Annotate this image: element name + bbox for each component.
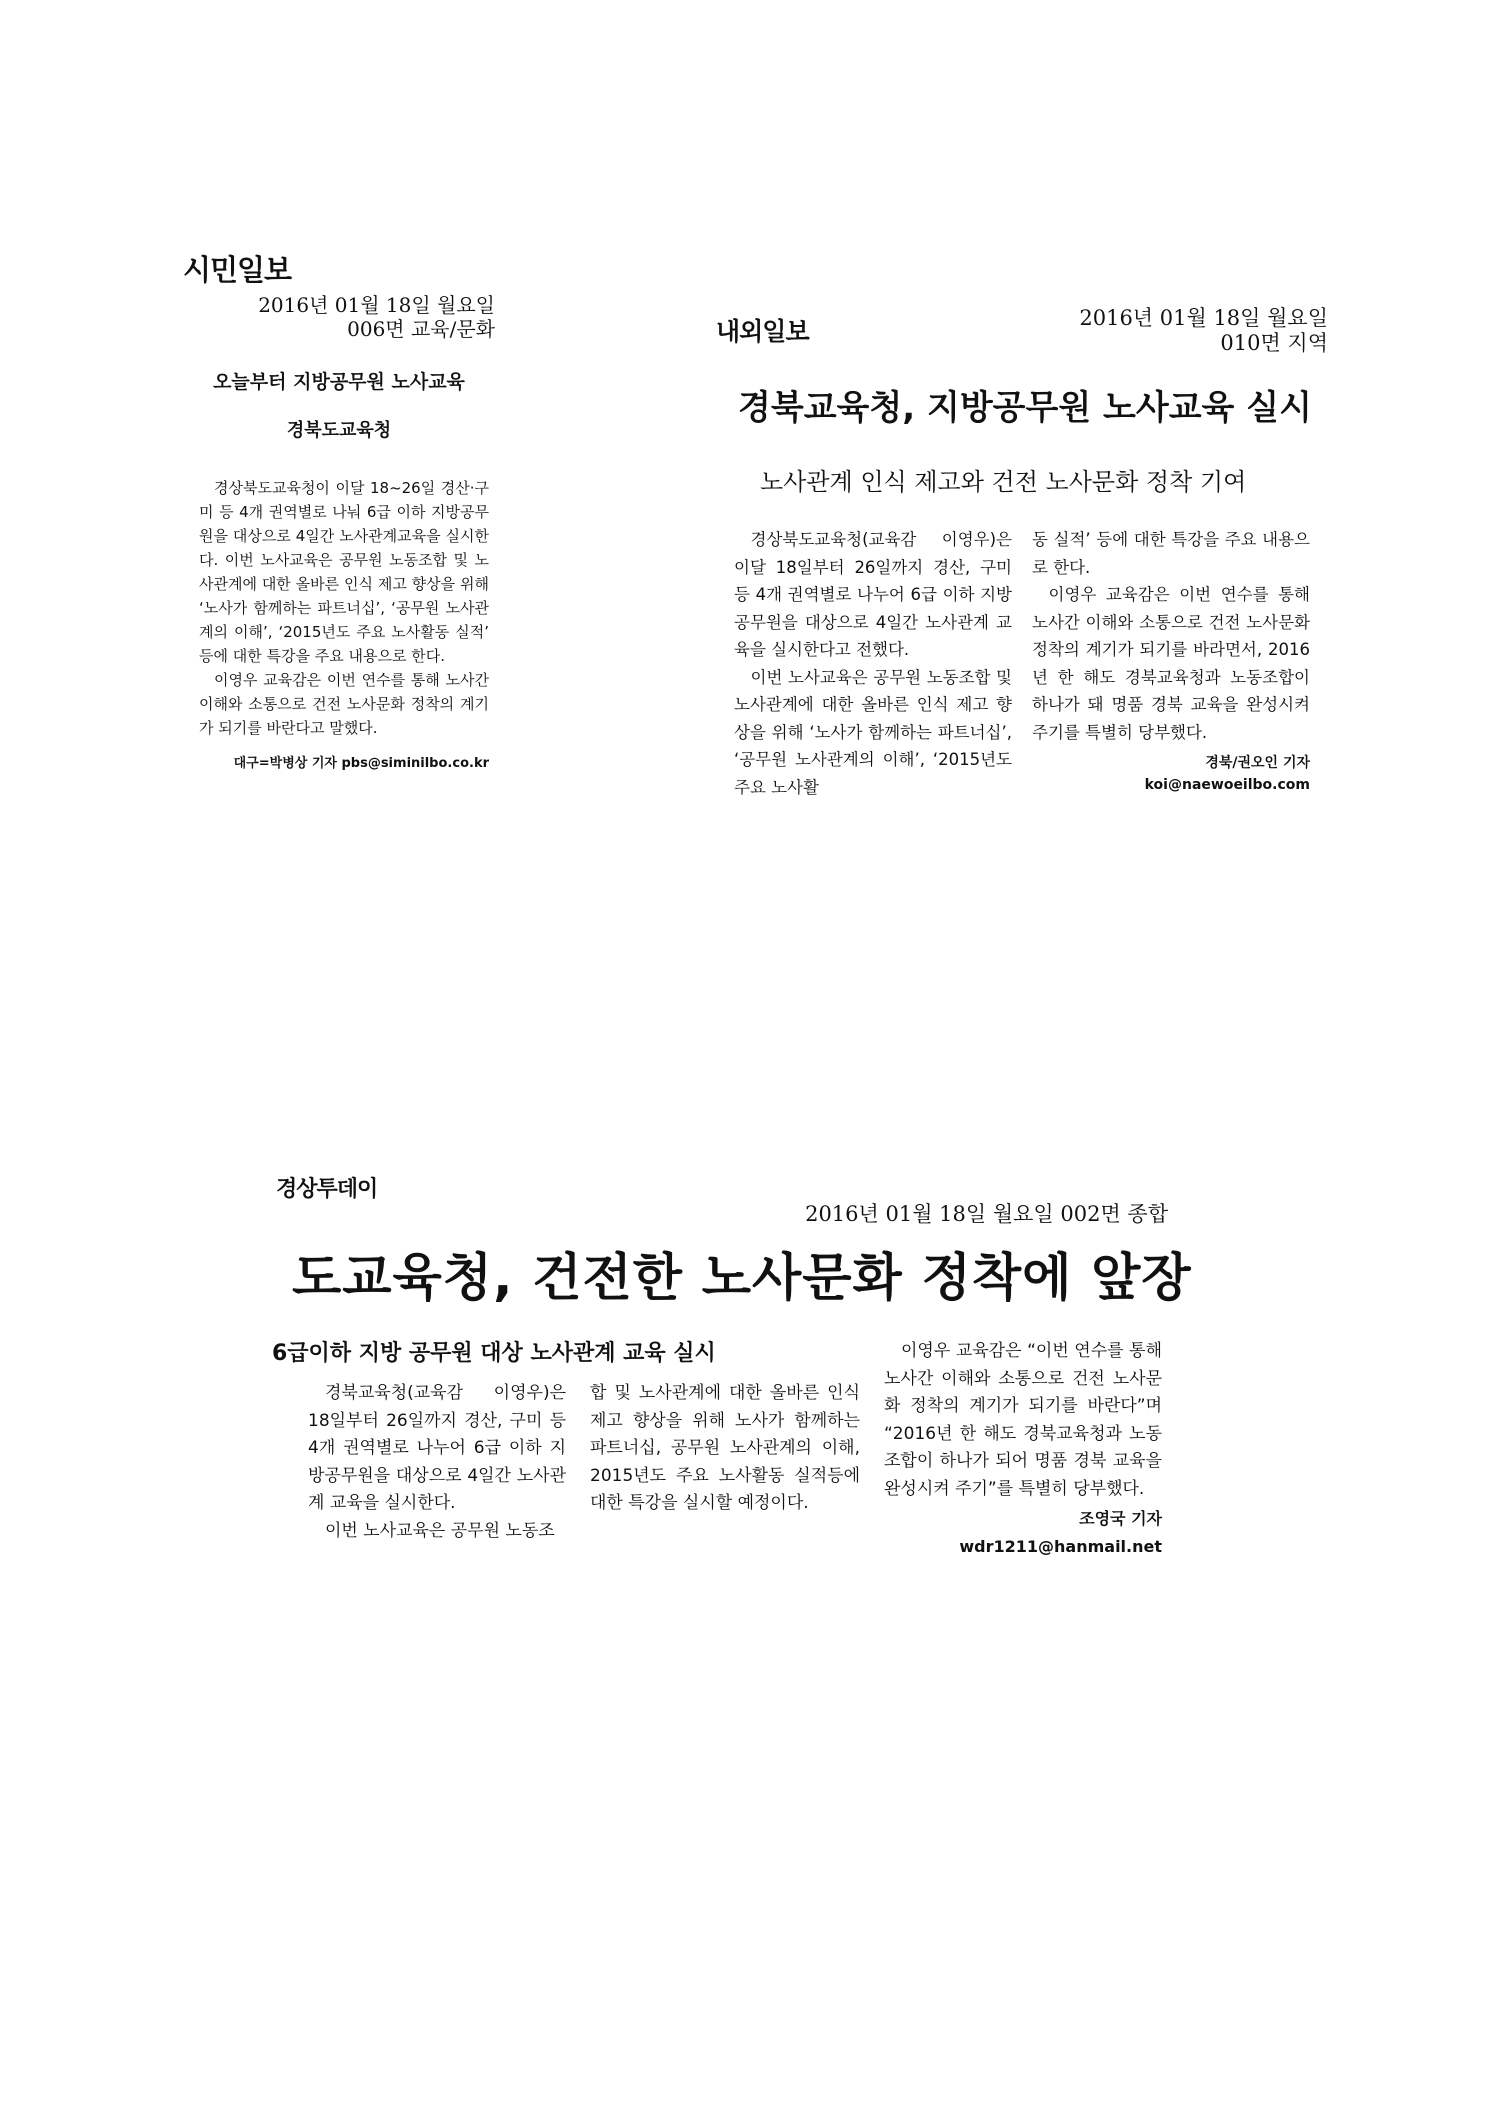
body-paragraph: 이영우 교육감은 이번 연수를 통해 노사간 이해와 소통으로 건전 노사문화 정착의 계기가 되기를 바란다고 말했다. [199, 671, 489, 737]
body-paragraph: 이번 노사교육은 공무원 노동조 [325, 1520, 555, 1541]
issue-date: 2016년 01월 18일 월요일 [258, 293, 495, 317]
headline: 경북교육청, 지방공무원 노사교육 실시 [738, 388, 1312, 428]
article-naewoeilbo [716, 306, 1328, 866]
body-column-3 [884, 1338, 1162, 1560]
body-column-1 [308, 1380, 566, 1545]
dateline [1079, 306, 1328, 356]
headline: 도교육청, 건전한 노사문화 정착에 앞장 [292, 1249, 1192, 1308]
headline: 오늘부터 지방공무원 노사교육 [213, 371, 465, 393]
body-column-2 [590, 1380, 860, 1518]
body-paragraph: 이영우 교육감은 “이번 연수를 통해 노사간 이해와 소통으로 건전 노사문화 정착의 계기가 되기를 바란다”며 “2016년 한 해도 경북교육청과 노동조합이 하나가 되어 명품 경북 교육을 완성시켜 주기”를 특별히 당부했다. [884, 1341, 1162, 1499]
masthead-naewoeilbo: 내외일보 [716, 317, 809, 346]
byline: 조영국 기자wdr1211@hanmail.net [959, 1509, 1162, 1556]
body-paragraph-continued: 합 및 노사관계에 대한 올바른 인식 제고 향상을 위해 노사가 함께하는 파트너십, 공무원 노사관계의 이해, 2015년도 주요 노사활동 실적등에 대한 특강을 실시할 예정이다. [590, 1383, 860, 1513]
subhead: 경북도교육청 [286, 420, 392, 441]
byline-email: koi@naewoeilbo.com [1144, 777, 1310, 793]
byline: 대구=박병상 기자 pbs@siminilbo.co.kr [233, 756, 489, 771]
article-siminilbo [183, 248, 495, 771]
issue-date: 2016년 01월 18일 월요일 [1079, 306, 1328, 330]
article-body [199, 476, 489, 740]
masthead-gyeongsangtoday: 경상투데이 [276, 1177, 378, 1202]
subhead: 노사관계 인식 제고와 건전 노사문화 정착 기여 [760, 468, 1247, 496]
body-paragraph-continued: 동 실적’ 등에 대한 특강을 주요 내용으로 한다. [1032, 530, 1310, 577]
page-section: 006면 교육/문화 [347, 317, 495, 341]
body-paragraph: 이번 노사교육은 공무원 노동조합 및 노사관계에 대한 올바른 인식 제고 향상을 위해 ‘노사가 함께하는 파트너십’, ‘공무원 노사관계의 이해’, ‘2015년도 주요 노사활 [734, 667, 1012, 797]
dateline [183, 293, 495, 341]
body-paragraph: 이영우 교육감은 이번 연수를 통해 노사간 이해와 소통으로 건전 노사문화 정착의 계기가 되기를 바라면서, 2016년 한 해도 경북교육청과 노동조합이 하나가 돼 명품 경북 교육을 완성시켜 주기를 특별히 당부했다. [1032, 585, 1310, 742]
subhead: 6급이하 지방 공무원 대상 노사관계 교육 실시 [272, 1341, 716, 1366]
body-column-2 [1032, 526, 1310, 796]
body-paragraph: 경상북도교육청이 이달 18~26일 경산·구미 등 4개 권역별로 나눠 6급 이하 지방공무원을 대상으로 4일간 노사관계교육을 실시한다. 이번 노사교육은 공무원 노동조합 및 노사관계에 대한 올바른 인식 제고 향상을 위해 ‘노사가 함께하는 파트너십’, ‘공무원 노사관계의 이해’, ‘2015년도 주요 노사활동 실적’ 등에 대한 특강을 주요 내용으로 한다. [199, 479, 489, 665]
body-paragraph: 경북교육청(교육감 이영우)은 18일부터 26일까지 경산, 구미 등 4개 권역별로 나누어 6급 이하 지방공무원을 대상으로 4일간 노사관계 교육을 실시한다. [308, 1383, 566, 1513]
byline [1032, 752, 1310, 796]
dateline: 2016년 01월 18일 월요일 002면 종합 [805, 1202, 1168, 1226]
article-gyeongsangtoday [272, 1172, 1192, 1592]
masthead-siminilbo: 시민일보 [183, 253, 292, 287]
byline-name: 경북/권오인 기자 [1205, 755, 1310, 771]
page-section: 010면 지역 [1220, 331, 1328, 356]
body-column-1 [734, 526, 1012, 801]
body-paragraph: 경상북도교육청(교육감 이영우)은 이달 18일부터 26일까지 경산, 구미 등 4개 권역별로 나누어 6급 이하 지방공무원을 대상으로 4일간 노사관계 교육을 실시한다고 전했다. [734, 530, 1012, 659]
